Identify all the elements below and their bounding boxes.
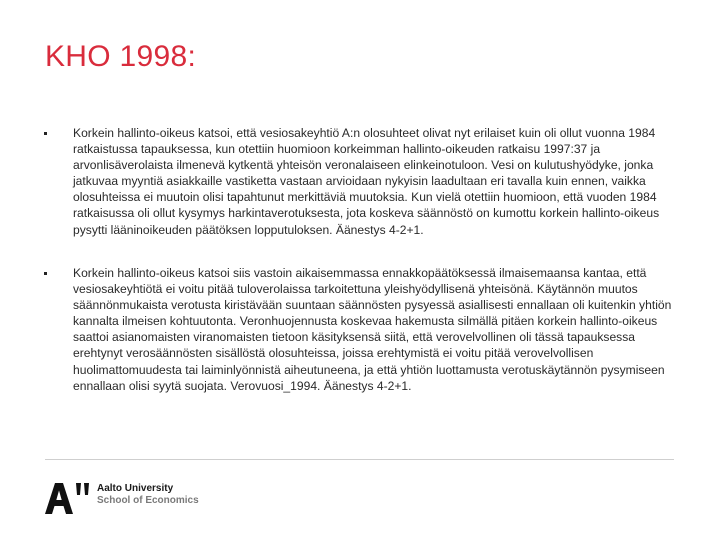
bullet-dot: [44, 132, 47, 135]
school-name: School of Economics: [97, 495, 199, 506]
university-name: Aalto University: [97, 483, 174, 494]
slide-title: KHO 1998:: [45, 40, 197, 73]
logo-text: [97, 483, 199, 507]
bullet-text: Korkein hallinto-oikeus katsoi, että vesiosakeyhtiö A:n olosuhteet olivat nyt erilaiset kuin oli ollut vuonna 1984 ratkaistussa tapauksessa, kun otettiin huomioon korkeimman hallinto-oikeuden ratkaisu 1997:37 ja arvonlisäverolaista ilmenevä kytkentä yhteisön veronalaiseen elinkeinotuloon. Vesi on kulutushyödyke, jonka jatkuvaa myyntiä asiakkaille vastiketta vastaan arvioidaan nykyisin laadultaan eri tavalla kuin ennen, vaikka olosuhteissa ei muutoin olisi tapahtunut merkittäviä muutoksia. Kun vielä otettiin huomioon, että vuoden 1984 ratkaisussa oli ollut kysymys harkintaverotuksesta, jota koskeva säännöstö on kumottu korkein hallinto-oikeus pysytti lääninoikeuden päätöksen lopputuloksen. Äänestys 4-2+1.: [73, 126, 660, 237]
bullet-text: Korkein hallinto-oikeus katsoi siis vastoin aikaisemmassa ennakkopäätöksessä ilmaisemaansa kantaa, että vesiosakeyhtiötä ei voitu pitää tuloverolaissa tarkoitettuna yleishyödyllisenä yhteisönä. Käytännön muutos säännönmukaista verotusta kiristävään suuntaan säännösten pysyessä asiallisesti ennallaan oli kuitenkin yhtiön kannalta ilmeisen kohtuutonta. Veronhuojennusta koskevaa hakemusta silmällä pitäen korkein hallinto-oikeus saattoi asianomaisten viranomaisten tietoon käsityksensä siitä, että verovelvollinen oli tässä tapauksessa erehtynyt verosäännösten sisällöstä olosuhteissa, joissa erehtymistä ei voitu pitää verovelvollisen huolimattomuudesta tai laiminlyönnistä aiheutuneena, ja että yhtiön luottamusta verotuskäytännön pysymiseen ennallaan olisi syytä suojata. Verovuosi_1994. Äänestys 4-2+1.: [73, 266, 672, 393]
footer-divider: [45, 459, 674, 460]
bullet-dot: [44, 272, 47, 275]
aalto-a-icon: [45, 481, 95, 515]
